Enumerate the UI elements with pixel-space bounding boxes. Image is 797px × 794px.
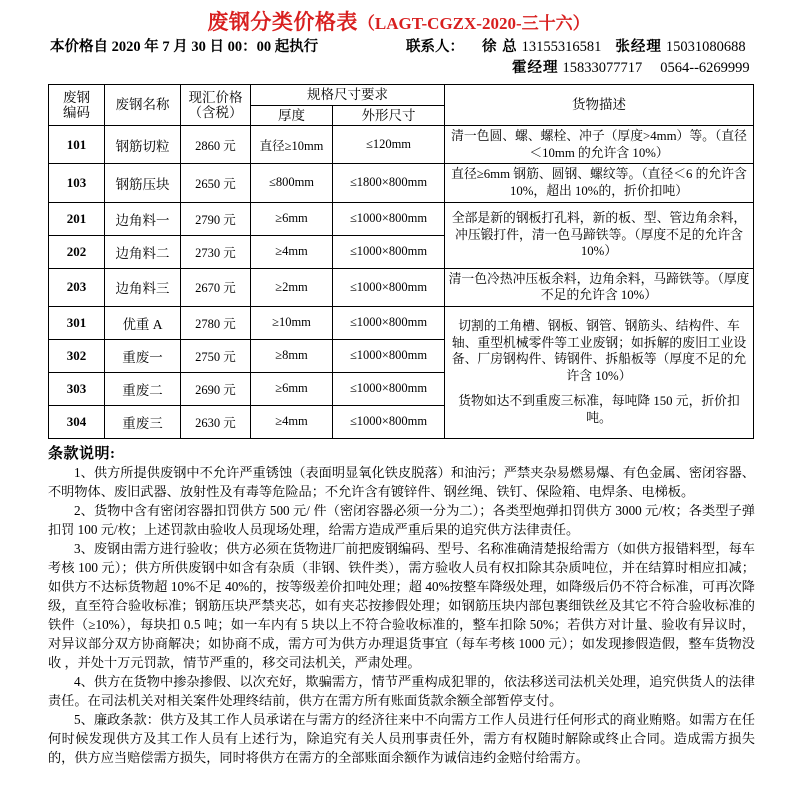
cell-description: 直径≥6mm 钢筋、圆钢、螺纹等。（直径＜6 的允许含 10%，超出 10%的，折价扣吨） — [445, 164, 754, 202]
header-code — [49, 85, 105, 126]
table-row — [49, 306, 754, 339]
cell-dimension: ≤1000×800mm — [333, 306, 445, 339]
page-title: 废钢分类价格表 — [207, 10, 358, 34]
cell-thickness: ≥4mm — [251, 405, 333, 438]
cell-price: 2780 元 — [181, 306, 251, 339]
contact-line-1 — [482, 35, 760, 56]
cell-name: 重废一 — [105, 339, 181, 372]
cell-dimension: ≤1000×800mm — [333, 235, 445, 268]
cell-price: 2630 元 — [181, 405, 251, 438]
cell-description: 清一色圆、螺、螺栓、冲子（厚度>4mm）等。（直径＜10mm 的允许含 10%） — [445, 126, 754, 164]
price-table — [48, 84, 754, 439]
cell-code: 304 — [49, 405, 105, 438]
cell-price: 2650 元 — [181, 164, 251, 202]
description-paragraph-1: 切割的工角槽、钢板、钢管、钢筋头、结构件、车轴、重型机械零件等工业废钢；如拆解的废旧工业设备、厂房钢构件、铸钢件、拆船板等（厚度不足的允许含 10%） — [451, 318, 747, 383]
contact-name-1: 徐 总 — [482, 39, 518, 55]
cell-price: 2690 元 — [181, 372, 251, 405]
cell-thickness: ≥8mm — [251, 339, 333, 372]
cell-name: 重废二 — [105, 372, 181, 405]
cell-thickness: ≥2mm — [251, 268, 333, 306]
contact-line-2 — [512, 56, 764, 77]
cell-name: 边角料三 — [105, 268, 181, 306]
contact-label: 联系人： — [406, 39, 464, 55]
cell-thickness: ≥4mm — [251, 235, 333, 268]
cell-name: 钢筋切粒 — [105, 126, 181, 164]
contact-name-2: 张经理 — [615, 39, 662, 55]
contact-phone-3: 15833077717 — [562, 60, 643, 76]
header-info — [0, 32, 797, 80]
table-row — [49, 164, 754, 202]
header-price-line1: 现汇价格 — [188, 89, 243, 105]
cell-name: 优重 A — [105, 306, 181, 339]
cell-description: 清一色冷热冲压板余料，边角余料，马蹄铁等。（厚度不足的允许含 10%） — [445, 268, 754, 306]
effective-date: 本价格自 2020 年 7 月 30 日 00：00 起执行 — [50, 39, 319, 55]
header-price-line2: （含税） — [188, 105, 243, 121]
cell-price: 2860 元 — [181, 126, 251, 164]
cell-code: 301 — [49, 306, 105, 339]
header-thickness: 厚度 — [251, 105, 333, 126]
terms-section — [48, 442, 755, 767]
cell-thickness: ≤800mm — [251, 164, 333, 202]
title-row — [0, 0, 797, 32]
cell-code: 202 — [49, 235, 105, 268]
cell-price: 2730 元 — [181, 235, 251, 268]
cell-dimension: ≤1000×800mm — [333, 372, 445, 405]
cell-name: 重废三 — [105, 405, 181, 438]
cell-thickness: ≥6mm — [251, 372, 333, 405]
table-row — [49, 126, 754, 164]
cell-code: 103 — [49, 164, 105, 202]
term-item-5: 5、廉政条款：供方及其工作人员承诺在与需方的经济往来中不向需方工作人员进行任何形式的商业贿赂。如需方在任何时候发现供方及其工作人员有上述行为，除追究有关人员刑事责任外，需方有权随时解除或终止合同。造成需方损失的，供方应当赔偿需方损失，同时将供方在需方的全部账面余额作为诚信违约金赔付给需方。 — [48, 711, 755, 765]
contact-phone-4: 0564--6269999 — [660, 60, 750, 76]
contact-name-3: 霍经理 — [512, 60, 559, 76]
table-head — [49, 85, 754, 126]
header-description: 货物描述 — [445, 85, 754, 126]
cell-dimension: ≤120mm — [333, 126, 445, 164]
cell-description-merged: 全部是新的钢板打孔料，新的板、型、管边角余料，冲压锻打件，清一色马蹄铁等。（厚度不足的允许含 10%） — [445, 202, 754, 268]
cell-description-merged — [445, 306, 754, 438]
term-item-3: 3、废钢由需方进行验收；供方必须在货物进厂前把废钢编码、型号、名称准确清楚报给需方（如供方报错料型，每车考核 100 元）；供方所供废钢中如含有杂质（非钢、铁件类），需方验收人员有权扣除其杂质吨位，并在结算时相应扣减；如供方不达标货物超 10%不足 40%的，按等级差价扣吨处理；超 40%按整车降级处理，如降级后仍不符合标准，可再次降级，直至符合验收标准；钢筋压块严禁夹芯，如有夹芯按掺假处理；如钢筋压块内部包裹细铁丝及其它不符合验收标准的铁件（≥10%），每块扣 0.5 吨；如一车内有 5 块以上不符合验收标准的，整车扣除 50%；若供方对计量、验收有异议时，对异议部分双方协商解决；如协商不成，需方可为供方办理退货事宜（每车考核 1000 元）；如发现掺假造假，整车货物没收 ，并处十万元罚款，情节严重的，移交司法机关，严肃处理。 — [48, 540, 755, 670]
cell-dimension: ≤1800×800mm — [333, 164, 445, 202]
header-code-line1: 废钢 — [63, 89, 90, 105]
cell-dimension: ≤1000×800mm — [333, 405, 445, 438]
cell-name: 边角料一 — [105, 202, 181, 235]
header-price — [181, 85, 251, 126]
term-item-1: 1、供方所提供废钢中不允许严重锈蚀（表面明显氧化铁皮脱落）和油污；严禁夹杂易燃易爆、有色金属、密闭容器、不明物体、废旧武器、放射性及有毒等危险品；不允许含有镀锌件、钢丝绳、铁钉、保险箱、电焊条、电梯板。 — [48, 464, 755, 499]
cell-dimension: ≤1000×800mm — [333, 339, 445, 372]
cell-price: 2670 元 — [181, 268, 251, 306]
header-spec-group: 规格尺寸要求 — [251, 85, 445, 106]
contact-phone-1: 13155316581 — [521, 39, 602, 55]
header-dimension: 外形尺寸 — [333, 105, 445, 126]
cell-code: 303 — [49, 372, 105, 405]
cell-dimension: ≤1000×800mm — [333, 268, 445, 306]
term-item-4: 4、供方在货物中掺杂掺假、以次充好，欺骗需方，情节严重构成犯罪的，依法移送司法机关处理，追究供货人的法律责任。在司法机关对相关案件处理终结前，供方在需方所有账面货款余额全部暂停支付。 — [48, 673, 755, 708]
price-table-container — [48, 84, 752, 439]
term-item-2: 2、货物中含有密闭容器扣罚供方 500 元/ 件（密闭容器必须一分为二）；各类型炮弹扣罚供方 3000 元/枚；各类型子弹扣罚 100 元/枚；上述罚款由验收人员现场处理，给需方造成严重后果的追究供方法律责任。 — [48, 502, 755, 537]
cell-code: 201 — [49, 202, 105, 235]
header-row-1 — [49, 85, 754, 106]
terms-title: 条款说明: — [48, 445, 116, 462]
cell-thickness: 直径≥10mm — [251, 126, 333, 164]
table-body — [49, 126, 754, 439]
cell-thickness: ≥6mm — [251, 202, 333, 235]
cell-thickness: ≥10mm — [251, 306, 333, 339]
cell-code: 302 — [49, 339, 105, 372]
cell-price: 2750 元 — [181, 339, 251, 372]
cell-name: 边角料二 — [105, 235, 181, 268]
cell-name: 钢筋压块 — [105, 164, 181, 202]
cell-dimension: ≤1000×800mm — [333, 202, 445, 235]
document-code: （LAGT-CGZX-2020-三十六） — [357, 14, 590, 33]
description-paragraph-2: 货物如达不到重废三标准，每吨降 150 元，折价扣吨。 — [458, 394, 740, 426]
header-name: 废钢名称 — [105, 85, 181, 126]
cell-code: 203 — [49, 268, 105, 306]
header-code-line2: 编码 — [63, 105, 90, 121]
cell-price: 2790 元 — [181, 202, 251, 235]
table-row — [49, 202, 754, 235]
table-row — [49, 268, 754, 306]
cell-code: 101 — [49, 126, 105, 164]
contact-phone-2: 15031080688 — [665, 39, 746, 55]
